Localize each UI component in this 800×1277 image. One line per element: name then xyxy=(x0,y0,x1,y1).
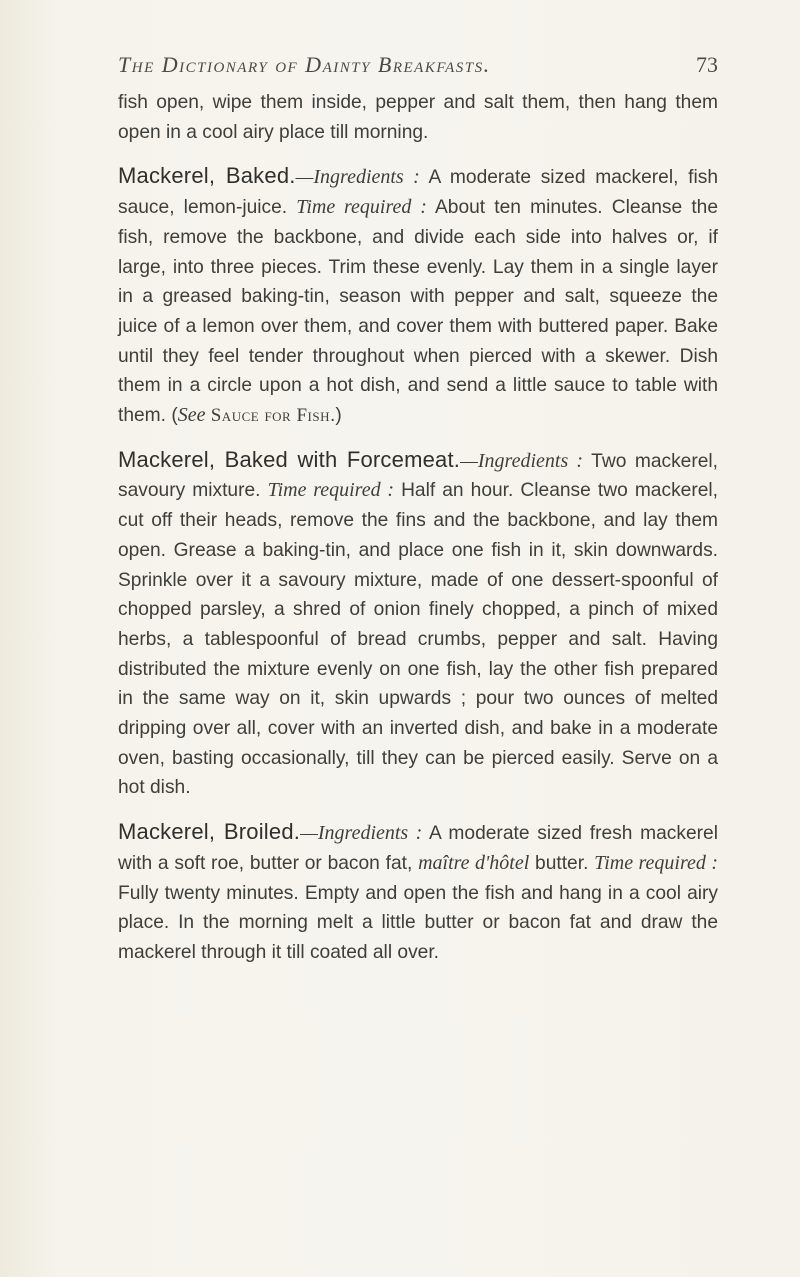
cross-reference: Sauce for Fish xyxy=(205,405,330,427)
time-label: Time required : xyxy=(296,196,427,219)
page-number: 73 xyxy=(696,52,718,77)
ingredients-label: —Ingredients : xyxy=(295,166,420,189)
ingredients-italic: maître d'hôtel xyxy=(418,851,530,874)
entry-mackerel-baked-forcemeat xyxy=(118,445,718,803)
running-title: The Dictionary of Dainty Breakfasts. xyxy=(118,52,491,77)
entry-mackerel-broiled xyxy=(118,817,718,968)
method-text: Half an hour. Cleanse two mackerel, cut off their heads, remove the fins and the backbone, and lay them open. Grease a baking-tin, and place one fish in it, skin downwards. Sprinkle over it a savoury mixture, made of one dessert-spoonful of chopped parsley, a shred of onion finely chopped, a pinch of mixed herbs, a tablespoonful of bread crumbs, pepper and salt. Having distributed the mixture evenly on one fish, lay the other fish prepared in the same way on it, skin upwards ; pour two ounces of melted dripping over all, cover with an inverted dish, and bake in a moderate oven, basting occasionally, till they can be pierced easily. Serve on a hot dish. xyxy=(118,480,718,799)
entry-title: Mackerel, Baked with Forcemeat. xyxy=(118,446,461,472)
continuation-paragraph: fish open, wipe them inside, pepper and salt them, then hang them open in a cool airy place till morning. xyxy=(118,92,718,143)
closing-text: .) xyxy=(330,405,342,427)
entry-title: Mackerel, Baked. xyxy=(118,163,296,189)
ingredients-text-end: butter. xyxy=(529,852,595,874)
entry-mackerel-baked xyxy=(118,161,718,430)
ingredients-text: A moderate sized fresh mackerel with a soft roe, butter or bacon fat, xyxy=(118,823,718,874)
running-head xyxy=(118,52,718,86)
time-label: Time required : xyxy=(267,479,394,502)
page-body xyxy=(118,88,718,968)
ingredients-text: A moderate sized mackerel, fish sauce, lemon-juice. xyxy=(118,167,719,219)
see-label: See xyxy=(177,404,206,427)
ingredients-label: —Ingredients : xyxy=(460,449,584,472)
method-text: About ten minutes. Cleanse the fish, remove the backbone, and divide each side into halves or, if large, into three pieces. Trim these evenly. Lay them in a single layer in a greased baking-tin, season with pepper and salt, squeeze the juice of a lemon over them, and cover them with buttered paper. Bake until they feel tender throughout when pierced with a skewer. Dish them in a circle upon a hot dish, and send a little sauce to table with them. ( xyxy=(118,197,719,427)
ingredients-label: —Ingredients : xyxy=(300,822,423,845)
entry-title: Mackerel, Broiled. xyxy=(118,819,301,845)
ingredients-text: Two mackerel, savoury mixture. xyxy=(118,450,719,502)
time-label: Time required : xyxy=(594,851,719,874)
method-text: Fully twenty minutes. Empty and open the fish and hang in a cool airy place. In the morning melt a little butter or bacon fat and draw the mackerel through it till coated all over. xyxy=(118,882,718,963)
